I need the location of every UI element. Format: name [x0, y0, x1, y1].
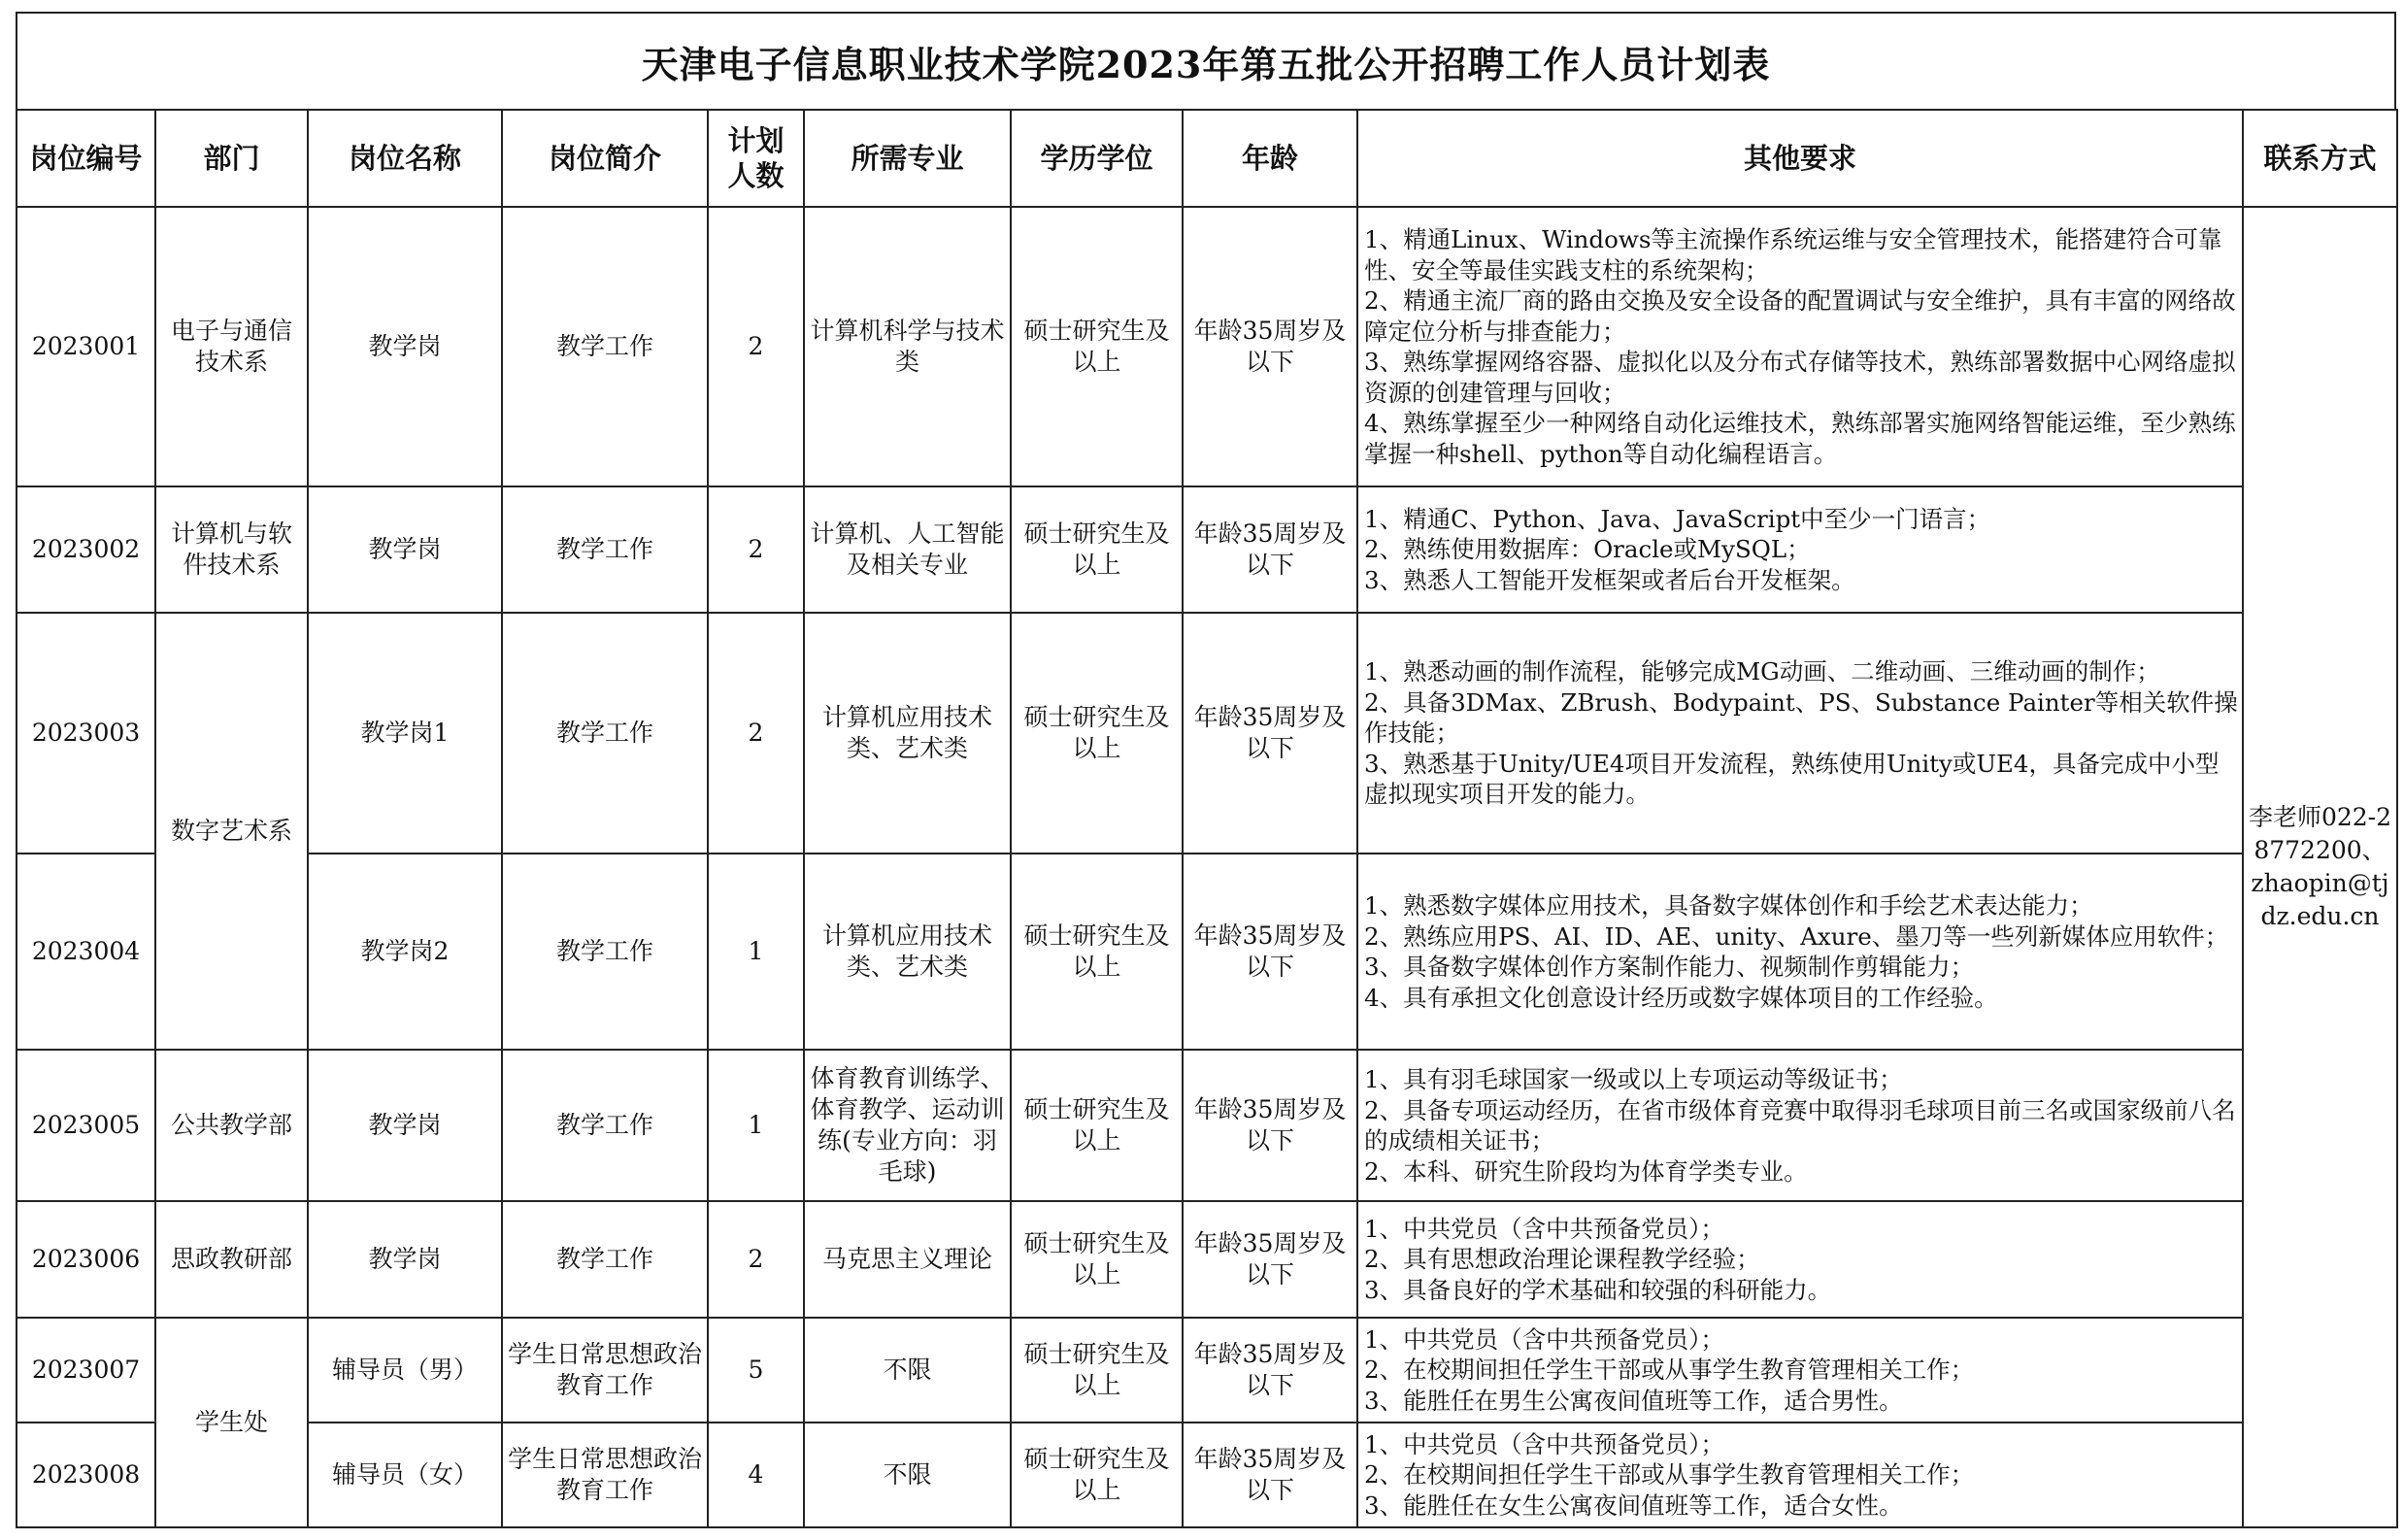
- post-no-cell: 2023003: [17, 613, 155, 854]
- post-name-cell: 辅导员（男）: [308, 1318, 502, 1423]
- count-cell: 1: [708, 854, 804, 1050]
- table-row: [17, 1050, 2397, 1201]
- recruitment-plan-sheet: [16, 12, 2398, 1528]
- major-cell: 计算机应用技术类、艺术类: [804, 613, 1011, 854]
- dept-cell: 数字艺术系: [155, 613, 308, 1050]
- table-row: [17, 486, 2397, 613]
- requirements-cell: [1357, 1050, 2243, 1201]
- degree-cell: 硕士研究生及以上: [1011, 1318, 1183, 1423]
- post-name-cell: 教学岗: [308, 1201, 502, 1318]
- table-row: [17, 613, 2397, 854]
- dept-cell: 计算机与软件技术系: [155, 486, 308, 613]
- count-cell: 4: [708, 1423, 804, 1527]
- requirement-line: 3、熟练掌握网络容器、虚拟化以及分布式存储等技术，熟练部署数据中心网络虚拟资源的创建管理与回收；: [1364, 348, 2236, 407]
- requirement-line: 1、具有羽毛球国家一级或以上专项运动等级证书；: [1364, 1065, 1903, 1093]
- post-desc-cell: 教学工作: [502, 486, 708, 613]
- table-row: [17, 1318, 2397, 1423]
- dept-cell: 学生处: [155, 1318, 308, 1527]
- dept-cell: 公共教学部: [155, 1050, 308, 1201]
- sheet-title: 天津电子信息职业技术学院2023年第五批公开招聘工作人员计划表: [16, 12, 2396, 109]
- header-post-name: 岗位名称: [308, 110, 502, 207]
- requirement-line: 1、中共党员（含中共预备党员）；: [1364, 1214, 1724, 1243]
- requirement-line: 3、熟悉基于Unity/UE4项目开发流程，熟练使用Unity或UE4，具备完成中小型虚拟现实项目开发的能力。: [1364, 749, 2220, 809]
- header-contact: 联系方式: [2243, 110, 2397, 207]
- table-row: [17, 207, 2397, 486]
- header-post-no: 岗位编号: [17, 110, 155, 207]
- major-cell: 体育教育训练学、体育教学、运动训练(专业方向：羽毛球): [804, 1050, 1011, 1201]
- post-name-cell: 教学岗1: [308, 613, 502, 854]
- count-cell: 1: [708, 1050, 804, 1201]
- post-no-cell: 2023002: [17, 486, 155, 613]
- post-no-cell: 2023004: [17, 854, 155, 1050]
- requirement-line: 1、精通Linux、Windows等主流操作系统运维与安全管理技术，能搭建符合可靠性、安全等最佳实践支柱的系统架构；: [1364, 225, 2222, 285]
- header-post-desc: 岗位简介: [502, 110, 708, 207]
- count-cell: 2: [708, 613, 804, 854]
- requirement-line: 3、能胜任在女生公寓夜间值班等工作，适合女性。: [1364, 1490, 1903, 1520]
- post-desc-cell: 教学工作: [502, 1201, 708, 1318]
- requirements-cell: [1357, 486, 2243, 613]
- requirement-line: 2、具备3DMax、ZBrush、Bodypaint、PS、Substance Painter等相关软件操作技能；: [1364, 687, 2238, 748]
- requirement-line: 1、精通C、Python、Java、JavaScript中至少一门语言；: [1364, 504, 1991, 533]
- post-name-cell: 教学岗: [308, 1050, 502, 1201]
- age-cell: 年龄35周岁及以下: [1183, 1201, 1357, 1318]
- degree-cell: 硕士研究生及以上: [1011, 1423, 1183, 1527]
- header-degree: 学历学位: [1011, 110, 1183, 207]
- post-no-cell: 2023007: [17, 1318, 155, 1423]
- age-cell: 年龄35周岁及以下: [1183, 486, 1357, 613]
- requirement-line: 2、在校期间担任学生干部或从事学生教育管理相关工作；: [1364, 1356, 1975, 1385]
- major-cell: 计算机应用技术类、艺术类: [804, 854, 1011, 1050]
- degree-cell: 硕士研究生及以上: [1011, 207, 1183, 486]
- dept-cell: 电子与通信技术系: [155, 207, 308, 486]
- age-cell: 年龄35周岁及以下: [1183, 207, 1357, 486]
- header-row: [17, 110, 2397, 207]
- age-cell: 年龄35周岁及以下: [1183, 1423, 1357, 1527]
- requirement-line: 2、具有思想政治理论课程教学经验；: [1364, 1245, 1760, 1274]
- count-cell: 2: [708, 486, 804, 613]
- post-desc-cell: 教学工作: [502, 1050, 708, 1201]
- count-cell: 2: [708, 207, 804, 486]
- dept-cell: 思政教研部: [155, 1201, 308, 1318]
- count-cell: 2: [708, 1201, 804, 1318]
- major-cell: 不限: [804, 1318, 1011, 1423]
- post-no-cell: 2023008: [17, 1423, 155, 1527]
- requirement-line: 1、中共党员（含中共预备党员）；: [1364, 1429, 1724, 1458]
- post-name-cell: 教学岗: [308, 486, 502, 613]
- count-cell: 5: [708, 1318, 804, 1423]
- requirements-cell: [1357, 1201, 2243, 1318]
- requirement-line: 4、具有承担文化创意设计经历或数字媒体项目的工作经验。: [1364, 983, 1998, 1012]
- requirement-line: 1、中共党员（含中共预备党员）；: [1364, 1324, 1724, 1354]
- major-cell: 计算机、人工智能及相关专业: [804, 486, 1011, 613]
- header-major: 所需专业: [804, 110, 1011, 207]
- post-no-cell: 2023001: [17, 207, 155, 486]
- requirement-line: 3、具备良好的学术基础和较强的科研能力。: [1364, 1275, 1832, 1304]
- age-cell: 年龄35周岁及以下: [1183, 1318, 1357, 1423]
- requirement-line: 2、熟练使用数据库：Oracle或MySQL；: [1364, 535, 1811, 564]
- requirements-cell: [1357, 854, 2243, 1050]
- age-cell: 年龄35周岁及以下: [1183, 613, 1357, 854]
- header-other: 其他要求: [1357, 110, 2243, 207]
- post-no-cell: 2023005: [17, 1050, 155, 1201]
- major-cell: 马克思主义理论: [804, 1201, 1011, 1318]
- header-age: 年龄: [1183, 110, 1357, 207]
- degree-cell: 硕士研究生及以上: [1011, 613, 1183, 854]
- requirements-cell: [1357, 207, 2243, 486]
- major-cell: 不限: [804, 1423, 1011, 1527]
- contact-cell: 李老师022-28772200、zhaopin@tjdz.edu.cn: [2243, 207, 2397, 1527]
- table-row: [17, 1201, 2397, 1318]
- post-name-cell: 教学岗: [308, 207, 502, 486]
- post-desc-cell: 教学工作: [502, 613, 708, 854]
- header-dept: 部门: [155, 110, 308, 207]
- requirement-line: 3、熟悉人工智能开发框架或者后台开发框架。: [1364, 565, 1855, 594]
- post-desc-cell: 学生日常思想政治教育工作: [502, 1423, 708, 1527]
- header-plan-count: 计划人数: [708, 110, 804, 207]
- degree-cell: 硕士研究生及以上: [1011, 854, 1183, 1050]
- post-desc-cell: 教学工作: [502, 854, 708, 1050]
- requirement-line: 2、熟练应用PS、AI、ID、AE、unity、Axure、墨刀等一些列新媒体应用软件；: [1364, 921, 2229, 951]
- requirements-cell: [1357, 1318, 2243, 1423]
- table-row: [17, 1423, 2397, 1527]
- requirement-line: 2、具备专项运动经历，在省市级体育竞赛中取得羽毛球项目前三名或国家级前八名的成绩相关证书；: [1364, 1095, 2236, 1155]
- major-cell: 计算机科学与技术类: [804, 207, 1011, 486]
- age-cell: 年龄35周岁及以下: [1183, 1050, 1357, 1201]
- requirement-line: 2、在校期间担任学生干部或从事学生教育管理相关工作；: [1364, 1460, 1975, 1490]
- post-desc-cell: 教学工作: [502, 207, 708, 486]
- post-name-cell: 教学岗2: [308, 854, 502, 1050]
- post-name-cell: 辅导员（女）: [308, 1423, 502, 1527]
- degree-cell: 硕士研究生及以上: [1011, 486, 1183, 613]
- degree-cell: 硕士研究生及以上: [1011, 1201, 1183, 1318]
- requirements-cell: [1357, 1423, 2243, 1527]
- requirement-line: 2、精通主流厂商的路由交换及安全设备的配置调试与安全维护，具有丰富的网络故障定位分析与排查能力；: [1364, 286, 2236, 346]
- requirement-line: 3、具备数字媒体创作方案制作能力、视频制作剪辑能力；: [1364, 953, 1975, 981]
- requirement-line: 2、本科、研究生阶段均为体育学类专业。: [1364, 1156, 1808, 1186]
- table-row: [17, 854, 2397, 1050]
- recruitment-table: [16, 109, 2398, 1528]
- post-desc-cell: 学生日常思想政治教育工作: [502, 1318, 708, 1423]
- post-no-cell: 2023006: [17, 1201, 155, 1318]
- requirement-line: 1、熟悉动画的制作流程，能够完成MG动画、二维动画、三维动画的制作；: [1364, 657, 2160, 686]
- requirement-line: 4、熟练掌握至少一种网络自动化运维技术，熟练部署实施网络智能运维，至少熟练掌握一种shell、python等自动化编程语言。: [1364, 409, 2236, 468]
- requirement-line: 3、能胜任在男生公寓夜间值班等工作，适合男性。: [1364, 1386, 1903, 1415]
- degree-cell: 硕士研究生及以上: [1011, 1050, 1183, 1201]
- age-cell: 年龄35周岁及以下: [1183, 854, 1357, 1050]
- requirement-line: 1、熟悉数字媒体应用技术，具备数字媒体创作和手绘艺术表达能力；: [1364, 891, 2093, 920]
- requirements-cell: [1357, 613, 2243, 854]
